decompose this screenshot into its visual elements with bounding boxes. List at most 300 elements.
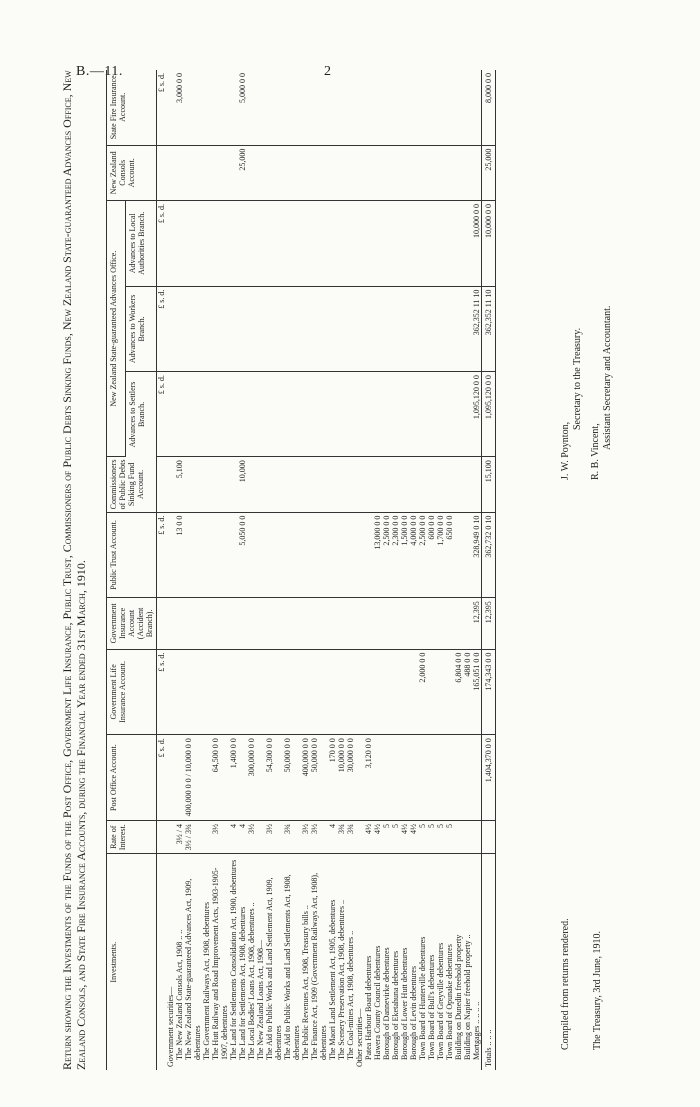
investment-label: The Land for Settlements Act, 1908, debentures — [238, 906, 247, 1060]
amount-cell — [418, 145, 427, 200]
amount-cell — [256, 70, 265, 145]
rate-cell: 3¾ — [283, 821, 301, 854]
amount-cell — [310, 598, 328, 649]
amount-cell — [202, 598, 211, 649]
amount-cell — [310, 512, 328, 598]
rate-cell — [454, 821, 463, 854]
amount-cell: 170 0 0 — [328, 735, 337, 821]
amount-cell — [301, 457, 310, 512]
amount-cell — [328, 457, 337, 512]
amount-cell — [454, 200, 463, 286]
amount-cell — [454, 286, 463, 372]
total-sinking-fund: 15,100 — [482, 457, 496, 512]
amount-cell — [445, 145, 454, 200]
amount-cell: 25,000 — [238, 145, 247, 200]
amount-cell — [337, 200, 346, 286]
amount-cell — [301, 649, 310, 735]
amount-cell — [418, 372, 427, 457]
amount-cell: 2,000 0 0 — [418, 649, 427, 735]
rate-cell — [463, 821, 472, 854]
amount-cell: 50,000 0 0 — [310, 735, 328, 821]
currency-label: £ s. d. — [157, 735, 167, 821]
table-row — [355, 70, 364, 1070]
amount-cell — [373, 145, 382, 200]
amount-cell — [184, 372, 202, 457]
amount-cell — [454, 512, 463, 598]
amount-cell — [256, 735, 265, 821]
amount-cell — [418, 70, 427, 145]
currency-label: £ s. d. — [157, 286, 167, 372]
amount-cell — [166, 145, 175, 200]
amount-cell — [238, 286, 247, 372]
amount-cell — [400, 372, 409, 457]
amount-cell — [166, 457, 175, 512]
amount-cell — [454, 372, 463, 457]
amount-cell — [238, 649, 247, 735]
investment-label: The Finance Act, 1909 (Government Railways Act, 1908), debentures — [310, 872, 328, 1060]
amount-cell — [310, 200, 328, 286]
amount-cell — [175, 286, 184, 372]
amount-cell — [265, 512, 283, 598]
amount-cell — [427, 200, 436, 286]
total-post-office: 1,404,370 0 0 — [482, 735, 496, 821]
amount-cell — [166, 200, 175, 286]
amount-cell — [166, 372, 175, 457]
page-number: 2 — [324, 64, 331, 79]
table-row — [454, 70, 463, 1070]
amount-cell — [427, 735, 436, 821]
amount-cell — [400, 145, 409, 200]
amount-cell — [265, 372, 283, 457]
amount-cell — [427, 372, 436, 457]
col-gov-accident: Government Insurance Account (Accident Branch). — [107, 598, 157, 649]
amount-cell — [283, 286, 301, 372]
amount-cell — [373, 649, 382, 735]
amount-cell: 328,949 0 10 — [472, 512, 482, 598]
amount-cell — [337, 457, 346, 512]
amount-cell — [382, 735, 391, 821]
table-row — [391, 70, 400, 1070]
table-row — [427, 70, 436, 1070]
amount-cell — [346, 70, 355, 145]
investment-label: The Government Railways Act, 1908, debentures — [202, 902, 211, 1060]
amount-cell — [373, 735, 382, 821]
amount-cell — [247, 598, 256, 649]
amount-cell — [202, 70, 211, 145]
amount-cell — [454, 70, 463, 145]
amount-cell — [310, 286, 328, 372]
amount-cell: 2,300 0 0 — [391, 512, 400, 598]
amount-cell — [337, 70, 346, 145]
investment-label: Hawera County Council debentures — [373, 945, 382, 1060]
amount-cell: 50,000 0 0 — [283, 735, 301, 821]
amount-cell — [418, 200, 427, 286]
amount-cell — [265, 598, 283, 649]
amount-cell — [463, 286, 472, 372]
amount-cell — [202, 735, 211, 821]
amount-cell: 10,000 0 0 — [337, 735, 346, 821]
compiled-note: Compiled from returns rendered. — [560, 918, 571, 1050]
amount-cell — [238, 200, 247, 286]
amount-cell — [175, 145, 184, 200]
amount-cell — [301, 372, 310, 457]
amount-cell — [391, 372, 400, 457]
amount-cell — [328, 512, 337, 598]
amount-cell — [472, 145, 482, 200]
col-gov-life: Government Life Insurance Account. — [107, 649, 157, 735]
amount-cell — [184, 512, 202, 598]
rate-cell — [472, 821, 482, 854]
amount-cell — [229, 286, 238, 372]
investment-label: The Land for Settlements Consolidation Act, 1900, debentures — [229, 859, 238, 1060]
col-consols: New Zealand Consols Account. — [107, 145, 157, 200]
amount-cell: 650 0 0 — [445, 512, 454, 598]
amount-cell — [382, 286, 391, 372]
total-public-trust: 362,732 0 10 — [482, 512, 496, 598]
table-row — [310, 70, 328, 1070]
col-investments: Investments. — [107, 854, 157, 1070]
amount-cell — [355, 457, 364, 512]
amount-cell — [301, 145, 310, 200]
amount-cell — [184, 598, 202, 649]
amount-cell — [382, 457, 391, 512]
amount-cell — [364, 200, 373, 286]
amount-cell — [373, 372, 382, 457]
amount-cell — [355, 598, 364, 649]
amount-cell — [310, 649, 328, 735]
amount-cell — [229, 457, 238, 512]
amount-cell — [247, 649, 256, 735]
amount-cell — [328, 200, 337, 286]
amount-cell — [175, 735, 184, 821]
amount-cell — [436, 145, 445, 200]
amount-cell — [202, 200, 211, 286]
amount-cell — [463, 457, 472, 512]
amount-cell — [202, 286, 211, 372]
amount-cell — [400, 649, 409, 735]
amount-cell — [175, 649, 184, 735]
amount-cell — [373, 598, 382, 649]
investment-label: Government securities— — [166, 986, 175, 1067]
amount-cell: 300,000 0 0 — [247, 735, 256, 821]
amount-cell — [463, 372, 472, 457]
rate-cell: 5 — [391, 821, 400, 854]
table-row — [229, 70, 238, 1070]
amount-cell: 4,000 0 0 — [409, 512, 418, 598]
amount-cell: 5,050 0 0 — [238, 512, 247, 598]
amount-cell — [256, 512, 265, 598]
amount-cell — [418, 457, 427, 512]
amount-cell — [373, 70, 382, 145]
investment-label: The New Zealand Consols Act, 1908 .. .. — [175, 929, 184, 1060]
amount-cell: 1,500 0 0 — [400, 512, 409, 598]
amount-cell — [409, 70, 418, 145]
investment-label: Borough of Levin debentures — [409, 966, 418, 1060]
col-fire: State Fire Insurance Account. — [107, 70, 157, 145]
rate-cell: 3½ / 4 — [175, 821, 184, 854]
table-row — [382, 70, 391, 1070]
investment-label: The Hutt Railway and Road Improvement Acts, 1903-1905-1907, debentures — [211, 867, 229, 1060]
amount-cell — [283, 649, 301, 735]
table-row — [436, 70, 445, 1070]
amount-cell — [238, 598, 247, 649]
amount-cell — [409, 735, 418, 821]
amount-cell: 5,000 0 0 — [238, 70, 247, 145]
investment-label: The Maori Land Settlement Act, 1905, debentures — [328, 899, 337, 1060]
amount-cell — [283, 70, 301, 145]
amount-cell — [355, 649, 364, 735]
total-local: 10,000 0 0 — [482, 200, 496, 286]
amount-cell — [229, 649, 238, 735]
amount-cell — [436, 735, 445, 821]
table-row — [166, 70, 175, 1070]
amount-cell — [427, 457, 436, 512]
amount-cell — [454, 735, 463, 821]
col-group-advances: New Zealand State-guaranteed Advances Office. — [107, 200, 126, 456]
amount-cell — [454, 598, 463, 649]
page-reference: B.—11. — [76, 64, 123, 79]
amount-cell — [391, 457, 400, 512]
amount-cell: 1,700 0 0 — [436, 512, 445, 598]
amount-cell — [355, 286, 364, 372]
investment-label: The Aid to Public Works and Land Settlement Act, 1909, debentures — [265, 877, 283, 1060]
table-row — [445, 70, 454, 1070]
rate-cell: 3½ — [265, 821, 283, 854]
amount-cell — [265, 200, 283, 286]
table-row — [184, 70, 202, 1070]
amount-cell — [202, 649, 211, 735]
amount-cell — [445, 598, 454, 649]
amount-cell — [166, 598, 175, 649]
table-row — [463, 70, 472, 1070]
amount-cell — [283, 598, 301, 649]
amount-cell — [346, 598, 355, 649]
amount-cell — [229, 372, 238, 457]
amount-cell — [391, 200, 400, 286]
amount-cell — [211, 145, 229, 200]
amount-cell — [436, 598, 445, 649]
rate-cell: 4½ — [400, 821, 409, 854]
amount-cell — [337, 145, 346, 200]
amount-cell — [454, 145, 463, 200]
rate-cell: 4 — [229, 821, 238, 854]
amount-cell — [247, 512, 256, 598]
amount-cell — [445, 457, 454, 512]
amount-cell — [427, 598, 436, 649]
amount-cell — [265, 457, 283, 512]
rate-cell: 4 — [238, 821, 247, 854]
amount-cell: 3,120 0 0 — [364, 735, 373, 821]
total-consols: 25,000 — [482, 145, 496, 200]
amount-cell — [166, 649, 175, 735]
amount-cell — [211, 70, 229, 145]
amount-cell — [229, 145, 238, 200]
table-row — [283, 70, 301, 1070]
amount-cell — [400, 735, 409, 821]
amount-cell — [310, 145, 328, 200]
amount-cell: 3,000 0 0 — [175, 70, 184, 145]
rate-cell — [256, 821, 265, 854]
amount-cell — [436, 286, 445, 372]
amount-cell — [184, 70, 202, 145]
amount-cell — [418, 598, 427, 649]
amount-cell — [283, 145, 301, 200]
amount-cell — [346, 286, 355, 372]
table-row — [472, 70, 482, 1070]
rate-cell: 3½ — [310, 821, 328, 854]
amount-cell — [337, 372, 346, 457]
amount-cell — [409, 286, 418, 372]
rate-cell: 5 — [427, 821, 436, 854]
amount-cell: 13 0 0 — [175, 512, 184, 598]
amount-cell — [166, 735, 175, 821]
amount-cell — [373, 286, 382, 372]
amount-cell — [409, 200, 418, 286]
table-row — [328, 70, 337, 1070]
amount-cell — [229, 70, 238, 145]
col-public-trust: Public Trust Account. — [107, 512, 157, 598]
amount-cell — [427, 286, 436, 372]
amount-cell — [463, 145, 472, 200]
amount-cell — [184, 457, 202, 512]
amount-cell — [346, 512, 355, 598]
col-sinking-fund: Commissioners of Public Debts Sinking Fund Account. — [107, 457, 157, 512]
amount-cell: 600 0 0 — [427, 512, 436, 598]
table-row — [238, 70, 247, 1070]
investment-label: Town Board of Greyville debentures — [436, 942, 445, 1060]
amount-cell — [247, 286, 256, 372]
investment-label: Town Board of Bull's debentures — [427, 954, 436, 1060]
amount-cell — [166, 70, 175, 145]
amount-cell — [391, 649, 400, 735]
amount-cell — [409, 649, 418, 735]
amount-cell — [211, 372, 229, 457]
table-row — [373, 70, 382, 1070]
amount-cell — [463, 200, 472, 286]
table-row — [346, 70, 355, 1070]
amount-cell — [247, 200, 256, 286]
amount-cell — [364, 512, 373, 598]
amount-cell — [229, 598, 238, 649]
amount-cell — [427, 649, 436, 735]
investment-label: The Aid to Public Works and Land Settlements Act, 1908, debentures — [283, 874, 301, 1060]
amount-cell — [445, 70, 454, 145]
amount-cell — [202, 457, 211, 512]
amount-cell — [364, 145, 373, 200]
currency-label: £ s. d. — [157, 200, 167, 286]
amount-cell — [265, 649, 283, 735]
currency-row — [157, 70, 167, 1070]
amount-cell — [211, 200, 229, 286]
total-settlers: 1,095,120 0 0 — [482, 372, 496, 457]
amount-cell — [436, 70, 445, 145]
table-body — [157, 70, 482, 1070]
amount-cell — [175, 200, 184, 286]
totals-label: Totals .. .. .. — [482, 854, 496, 1070]
amount-cell — [382, 70, 391, 145]
col-local: Advances to Local Authorities Branch. — [125, 200, 156, 286]
amount-cell — [247, 372, 256, 457]
amount-cell: 165,051 0 0 — [472, 649, 482, 735]
amount-cell: 54,300 0 0 — [265, 735, 283, 821]
amount-cell — [400, 70, 409, 145]
amount-cell — [346, 457, 355, 512]
investment-label: Borough of Dannevirke debentures — [382, 947, 391, 1060]
currency-label: £ s. d. — [157, 70, 167, 145]
currency-label: £ s. d. — [157, 372, 167, 457]
investments-table — [106, 70, 496, 1070]
amount-cell — [373, 200, 382, 286]
rate-cell: 4½ — [364, 821, 373, 854]
amount-cell — [472, 457, 482, 512]
amount-cell — [328, 649, 337, 735]
table-row — [211, 70, 229, 1070]
amount-cell — [427, 70, 436, 145]
amount-cell — [409, 457, 418, 512]
amount-cell — [247, 457, 256, 512]
investment-label: Building on Napier freehold property .. — [463, 934, 472, 1060]
amount-cell — [283, 457, 301, 512]
amount-cell — [346, 145, 355, 200]
amount-cell — [346, 372, 355, 457]
rate-cell: 3¾ — [346, 821, 355, 854]
signature-secretary-name: J. W. Poynton, — [560, 421, 571, 480]
investment-label: Borough of Eketahuna debentures — [391, 950, 400, 1060]
investment-label: Borough of Lower Hutt debentures — [400, 947, 409, 1060]
amount-cell — [211, 512, 229, 598]
amount-cell — [382, 598, 391, 649]
amount-cell — [355, 70, 364, 145]
amount-cell — [184, 286, 202, 372]
amount-cell: 400,000 0 0 — [301, 735, 310, 821]
amount-cell — [310, 372, 328, 457]
amount-cell — [238, 735, 247, 821]
investment-label: The Scenery Preservation Act, 1908, debentures .. — [337, 900, 346, 1060]
amount-cell — [301, 512, 310, 598]
rate-cell: 4½ — [373, 821, 382, 854]
amount-cell — [229, 512, 238, 598]
rate-cell — [202, 821, 211, 854]
amount-cell: 362,352 11 10 — [472, 286, 482, 372]
rate-cell: 5 — [436, 821, 445, 854]
table-row — [175, 70, 184, 1070]
amount-cell: 2,500 0 0 — [382, 512, 391, 598]
table-row — [400, 70, 409, 1070]
amount-cell — [364, 286, 373, 372]
amount-cell — [328, 70, 337, 145]
amount-cell — [391, 286, 400, 372]
treasury-date: The Treasury, 3rd June, 1910. — [592, 930, 603, 1050]
amount-cell — [202, 512, 211, 598]
amount-cell — [283, 512, 301, 598]
table-row — [256, 70, 265, 1070]
table-row — [265, 70, 283, 1070]
amount-cell — [364, 457, 373, 512]
amount-cell — [256, 145, 265, 200]
table-row — [247, 70, 256, 1070]
amount-cell — [175, 372, 184, 457]
total-workers: 362,352 11 10 — [482, 286, 496, 372]
amount-cell — [247, 70, 256, 145]
amount-cell: 10,000 — [238, 457, 247, 512]
amount-cell: 10,000 0 0 — [472, 200, 482, 286]
amount-cell — [238, 372, 247, 457]
amount-cell — [346, 200, 355, 286]
amount-cell — [436, 200, 445, 286]
amount-cell — [229, 200, 238, 286]
investment-label: Town Board of Opunake debentures — [445, 944, 454, 1060]
amount-cell — [175, 598, 184, 649]
